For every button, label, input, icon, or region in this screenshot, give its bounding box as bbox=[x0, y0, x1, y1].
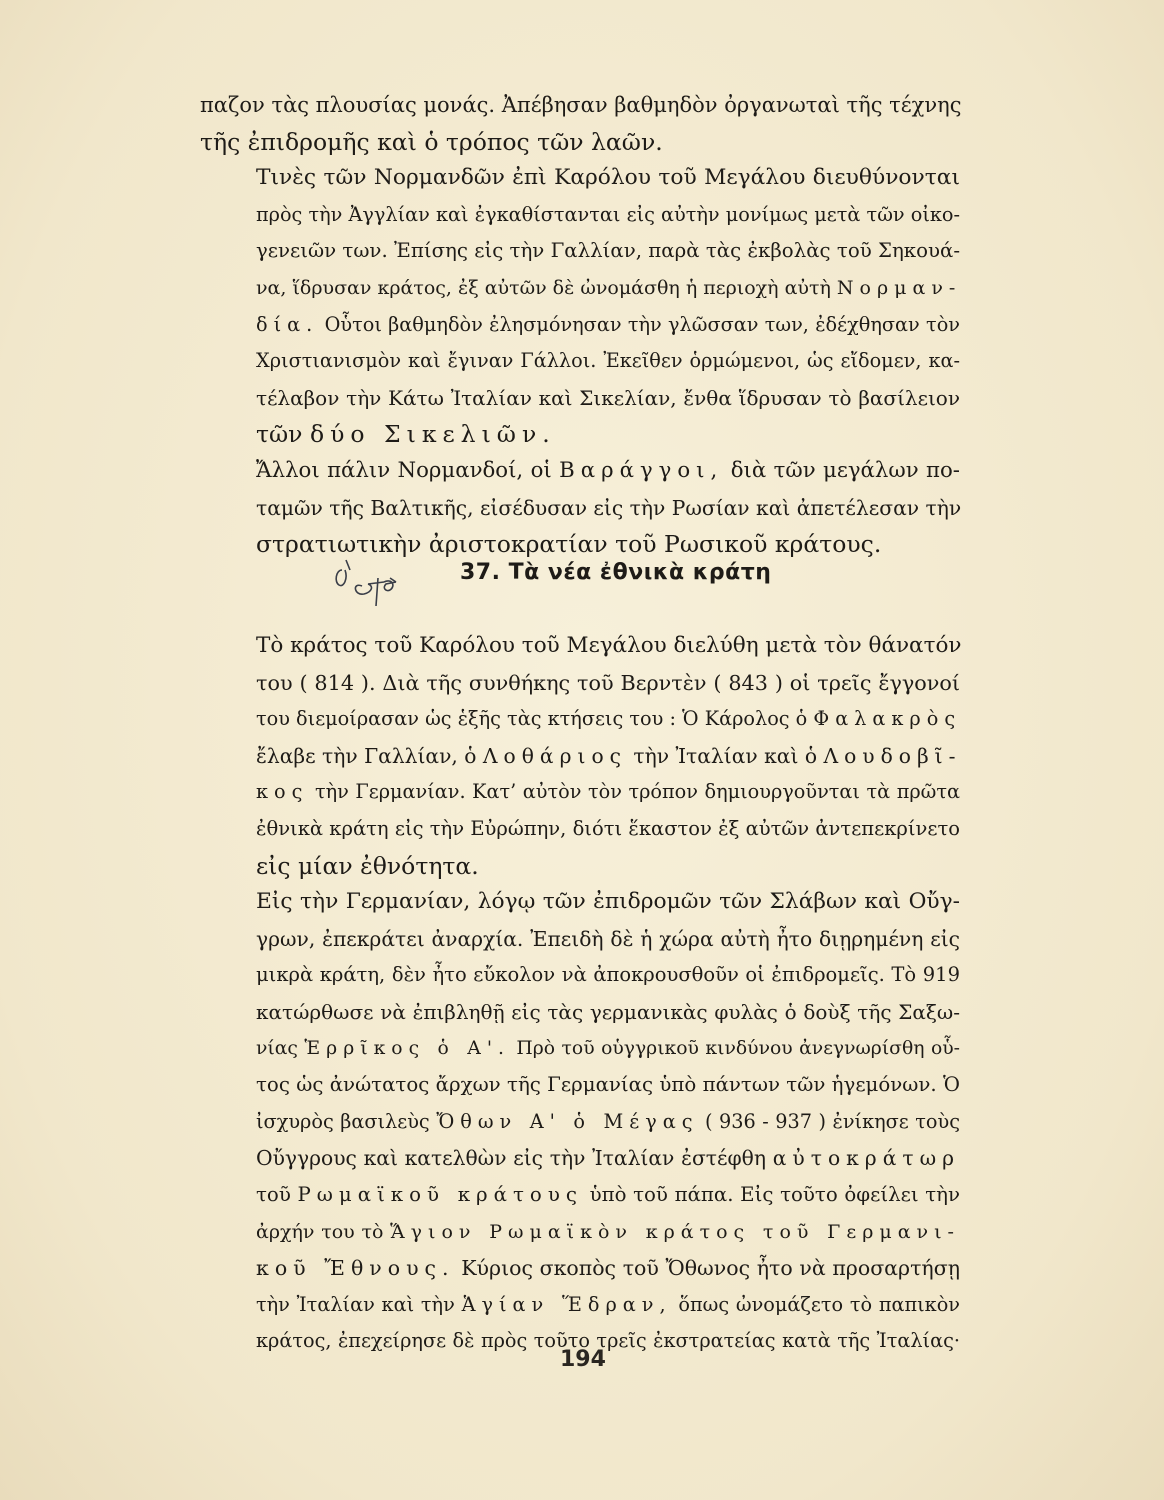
text-run: τὴν Γερμανίαν. Κατ’ αὐτὸν τὸν τρόπον δημιουργοῦνται τὰ πρῶτα bbox=[314, 780, 961, 804]
text-run: τοῦ bbox=[256, 1182, 291, 1206]
spaced-term: δύο Σικελιῶν. bbox=[309, 420, 556, 449]
spaced-term: Λουδοβῖ- bbox=[823, 743, 962, 768]
text-run: ( 936 - 937 ) ἐνίκησε τοὺς bbox=[705, 1109, 960, 1133]
text-line bbox=[200, 701, 960, 738]
text-run: Πρὸ τοῦ οὑγγρικοῦ κινδύνου ἀνεγνωρίσθη οὗ- bbox=[516, 1037, 960, 1059]
spaced-term: Ἑρρῖκος ὁ Α'. bbox=[304, 1037, 510, 1059]
spaced-term: δία. bbox=[256, 312, 319, 336]
spaced-term: Ἁγίαν Ἕδραν, bbox=[461, 1292, 672, 1316]
text-run: ἰσχυρὸς βασιλεὺς bbox=[256, 1109, 430, 1133]
text-line bbox=[200, 453, 960, 490]
text-line bbox=[200, 774, 960, 811]
spaced-term: Βαράγγοι, bbox=[559, 457, 724, 483]
text-run: ὅπως ὠνομάζετο τὸ παπικὸν bbox=[678, 1292, 961, 1316]
spaced-term: Νορμαν- bbox=[836, 276, 962, 299]
text-line: Τὸ κράτος τοῦ Καρόλου τοῦ Μεγάλου διελύθη μετὰ τὸν θάνατόν bbox=[256, 633, 962, 658]
text-line: κράτος, ἐπεχείρησε δὲ πρὸς τοῦτο τρεῖς ἐκστρατείας κατὰ τῆς Ἰταλίας· bbox=[256, 1329, 960, 1353]
spaced-term: κοῦ Ἔθνους. bbox=[256, 1256, 455, 1281]
text-line: Εἰς τὴν Γερμανίαν, λόγῳ τῶν ἐπιδρομῶν τῶν Σλάβων καὶ Οὔγ- bbox=[256, 889, 960, 915]
text-line: γρων, ἐπεκράτει ἀναρχία. Ἐπειδὴ δὲ ἡ χώρα αὐτὴ ἦτο διῃρημένη εἰς bbox=[256, 926, 960, 951]
text-run: του διεμοίρασαν ὡς ἑξῆς τὰς κτήσεις του : Ὁ Κάρολος ὁ bbox=[256, 707, 808, 731]
text-line bbox=[200, 738, 960, 775]
text-line bbox=[200, 1287, 960, 1324]
text-line: κατώρθωσε νὰ ἐπιβληθῇ εἰς τὰς γερμανικὰς φυλὰς ὁ δοὺξ τῆς Σαξω- bbox=[256, 999, 960, 1024]
text-run: Κύριος σκοπὸς τοῦ Ὄθωνος ἦτο νὰ προσαρτήσῃ bbox=[461, 1256, 960, 1281]
text-line: γενειῶν των. Ἐπίσης εἰς τὴν Γαλλίαν, παρὰ τὰς ἐκβολὰς τοῦ Σηκουά- bbox=[256, 239, 961, 263]
text-line bbox=[200, 1214, 960, 1251]
text-run: τὴν Ἰταλίαν καὶ τὴν bbox=[256, 1292, 455, 1316]
text-run: Οὔγγρους καὶ κατελθὼν εἰς τὴν Ἰταλίαν ἐστέφθη bbox=[256, 1146, 766, 1171]
text-run: Οὗτοι βαθμηδὸν ἐλησμόνησαν τὴν γλῶσσαν των, ἐδέχθησαν τὸν bbox=[324, 312, 961, 336]
paragraph bbox=[200, 160, 960, 453]
text-line: Τινὲς τῶν Νορμανδῶν ἐπὶ Καρόλου τοῦ Μεγάλου διευθύνονται bbox=[256, 165, 960, 191]
spaced-term: Ὄθων Α' ὁ Μέγας bbox=[436, 1109, 699, 1133]
paragraph bbox=[200, 884, 960, 1360]
text-block-top bbox=[200, 87, 960, 563]
section-heading: 37. Τὰ νέα ἐθνικὰ κράτη bbox=[460, 560, 772, 585]
text-block-bottom bbox=[200, 628, 960, 1360]
text-line bbox=[200, 1104, 960, 1141]
text-line: τέλαβον τὴν Κάτω Ἰταλίαν καὶ Σικελίαν, ἔνθα ἵδρυσαν τὸ βασίλειον bbox=[256, 385, 960, 410]
text-line bbox=[200, 1031, 960, 1068]
text-line bbox=[200, 416, 960, 453]
text-line: ἐθνικὰ κράτη εἰς τὴν Εὐρώπην, διότι ἕκαστον ἐξ αὐτῶν ἀντεπεκρίνετο bbox=[256, 816, 960, 840]
text-line: Χριστιανισμὸν καὶ ἔγιναν Γάλλοι. Ἐκεῖθεν ὁρμώμενοι, ὡς εἴδομεν, κα- bbox=[256, 349, 960, 373]
text-line bbox=[200, 1177, 960, 1214]
text-line: μικρὰ κράτη, δὲν ἦτο εὔκολον νὰ ἀποκρουσθοῦν οἱ ἐπιδρομεῖς. Τὸ 919 bbox=[256, 963, 960, 987]
spaced-term: αὐτοκράτωρ bbox=[772, 1146, 960, 1171]
text-run: τὴν Ἰταλίαν καὶ ὁ bbox=[633, 743, 818, 768]
paragraph bbox=[200, 453, 960, 563]
text-run: νίας bbox=[256, 1037, 298, 1059]
text-line: τῆς ἐπιδρομῆς καὶ ὁ τρόπος τῶν λαῶν. bbox=[200, 127, 663, 156]
text-run: ἔλαβε τὴν Γαλλίαν, ὁ bbox=[256, 743, 477, 768]
spaced-term: Φαλακρὸς bbox=[813, 707, 962, 731]
spaced-term: Ἅγιον Ρωμαϊκὸν κράτος τοῦ Γερμανι- bbox=[390, 1220, 960, 1243]
text-line: στρατιωτικὴν ἀριστοκρατίαν τοῦ Ρωσικοῦ κράτους. bbox=[256, 530, 882, 559]
text-line: τος ὡς ἀνώτατος ἄρχων τῆς Γερμανίας ὑπὸ πάντων τῶν ἡγεμόνων. Ὁ bbox=[256, 1073, 960, 1097]
text-line: ταμῶν τῆς Βαλτικῆς, εἰσέδυσαν εἰς τὴν Ρωσίαν καὶ ἀπετέλεσαν τὴν bbox=[256, 495, 962, 520]
text-line bbox=[200, 1140, 960, 1177]
page-number: 194 bbox=[560, 1347, 606, 1372]
text-line: παζον τὰς πλουσίας μονάς. Ἀπέβησαν βαθμηδὸν ὀργανωταὶ τῆς τέχνης bbox=[200, 93, 962, 117]
paragraph bbox=[200, 628, 960, 884]
text-line bbox=[200, 1250, 960, 1287]
text-line: εἰς μίαν ἐθνότητα. bbox=[256, 851, 479, 880]
spaced-term: Ρωμαϊκοῦ κράτους bbox=[297, 1182, 583, 1206]
text-line: του ( 814 ). Διὰ τῆς συνθήκης τοῦ Βερντὲν ( 843 ) οἱ τρεῖς ἔγγονοί bbox=[256, 670, 960, 695]
text-run: διὰ τῶν μεγάλων πο- bbox=[730, 457, 960, 483]
paragraph bbox=[200, 87, 960, 160]
text-run: να, ἵδρυσαν κράτος, ἐξ αὐτῶν δὲ ὠνομάσθη ἡ περιοχὴ αὐτὴ bbox=[256, 276, 831, 299]
spaced-term: Λοθάριος bbox=[482, 743, 627, 768]
text-run: τῶν bbox=[256, 420, 303, 449]
spaced-term: κος bbox=[256, 780, 309, 804]
text-run: ἀρχήν του τὸ bbox=[256, 1220, 384, 1243]
text-run: Ἄλλοι πάλιν Νορμανδοί, οἱ bbox=[256, 457, 552, 483]
pencil-annotation bbox=[322, 548, 442, 608]
text-line: πρὸς τὴν Ἀγγλίαν καὶ ἐγκαθίστανται εἰς αὐτὴν μονίμως μετὰ τῶν οἰκο- bbox=[256, 202, 960, 226]
text-line bbox=[200, 307, 960, 344]
text-line bbox=[200, 270, 960, 307]
text-run: ὑπὸ τοῦ πάπα. Εἰς τοῦτο ὀφείλει τὴν bbox=[589, 1182, 960, 1206]
